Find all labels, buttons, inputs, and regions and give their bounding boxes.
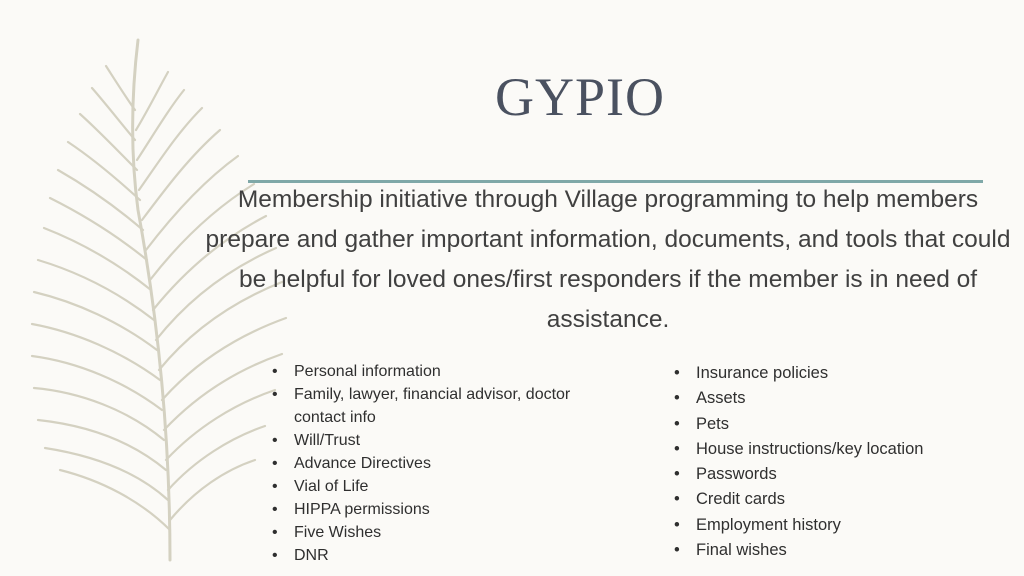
left-bullet-list xyxy=(268,360,608,567)
list-item: • Employment history xyxy=(670,513,1000,538)
list-item: • Credit cards xyxy=(670,487,1000,512)
list-item: • DNR xyxy=(268,544,608,567)
list-item: • Five Wishes xyxy=(268,521,608,544)
right-bullet-list xyxy=(670,361,1000,563)
list-item: • Assets xyxy=(670,386,1000,411)
list-item: • Family, lawyer, financial advisor, doctor contact info xyxy=(268,383,608,429)
list-item: • Insurance policies xyxy=(670,361,1000,386)
list-item: • Advance Directives xyxy=(268,452,608,475)
list-item: • Vial of Life xyxy=(268,475,608,498)
list-item: • Final wishes xyxy=(670,538,1000,563)
list-item: • Will/Trust xyxy=(268,429,608,452)
list-item: • Pets xyxy=(670,412,1000,437)
list-item: • HIPPA permissions xyxy=(268,498,608,521)
list-item: • House instructions/key location xyxy=(670,437,1000,462)
list-item: • Personal information xyxy=(268,360,608,383)
slide-title: GYPIO xyxy=(494,67,665,127)
list-item: • Passwords xyxy=(670,462,1000,487)
intro-paragraph: Membership initiative through Village programming to help members prepare and gather important information, documents, and tools that could be helpful for loved ones/first responders if the member is in need of assistance. xyxy=(205,186,1011,333)
